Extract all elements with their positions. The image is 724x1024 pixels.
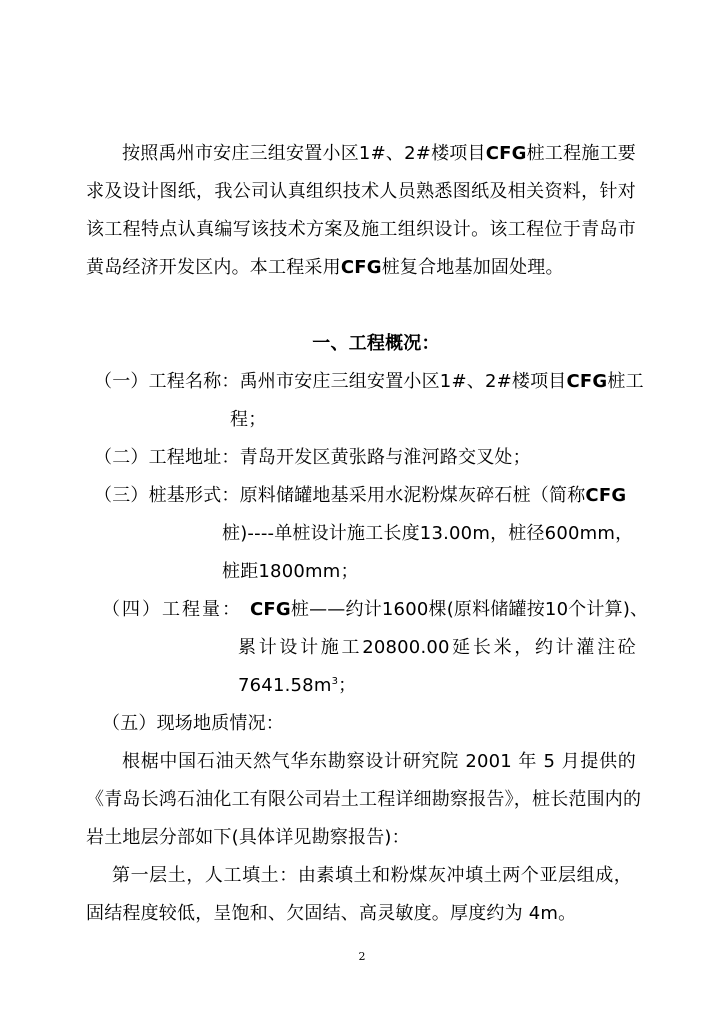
geo-line-2: 《青岛长鸿石油化工有限公司岩土工程详细勘察报告》，桩长范围内的 xyxy=(86,789,642,810)
intro-cfg-bold: CFG xyxy=(340,257,382,278)
page-number: 2 xyxy=(358,950,366,963)
item4-cfg-bold: CFG xyxy=(250,599,291,620)
item5-label: （五）现场地质情况： xyxy=(102,713,284,734)
geo-line-4: 第一层土，人工填土：由素填土和粉煤灰冲填土两个亚层组成， xyxy=(112,865,632,886)
item4-line-3 xyxy=(238,674,356,698)
intro-text: 桩工程施工要 xyxy=(526,143,636,164)
intro-line-3: 该工程特点认真编写该技术方案及施工组织设计。该工程位于青岛市 xyxy=(86,219,636,240)
item3-line-2: 桩)----单桩设计施工长度13.00m，桩径600mm， xyxy=(222,523,634,544)
intro-cfg-bold: CFG xyxy=(485,143,527,164)
item3-line-1 xyxy=(94,484,626,508)
item1-value: 禹州市安庄三组安置小区1#、2#楼项目 xyxy=(239,371,567,392)
item2-label: （二）工程地址： xyxy=(94,447,240,468)
item4-volume: 7641.58m xyxy=(238,675,332,696)
item1-line-1 xyxy=(94,370,644,394)
item4-value: 桩——约计1600棵(原料储罐按10个计算)、 xyxy=(290,599,649,620)
intro-text: 黄岛经济开发区内。本工程采用 xyxy=(86,257,341,278)
item4-line-2: 累计设计施工20800.00延长米，约计灌注砼 xyxy=(238,637,636,658)
item4-semicolon: ； xyxy=(338,675,357,696)
item2-line xyxy=(94,446,531,470)
item4-line-1 xyxy=(102,598,648,622)
item1-value-tail: 桩工 xyxy=(607,371,644,392)
item1-line-2: 程； xyxy=(230,409,267,430)
item3-label: （三）桩基形式： xyxy=(94,485,240,506)
intro-text: 按照禹州市安庄三组安置小区1#、2#楼项目 xyxy=(122,143,486,164)
item3-value: 原料储罐地基采用水泥粉煤灰碎石桩（简称 xyxy=(239,485,586,506)
item4-label: （四）工程量： xyxy=(102,599,242,620)
item4-volume-unit-sup: 3 xyxy=(331,676,339,687)
item3-line-3: 桩距1800mm； xyxy=(222,561,359,582)
item3-cfg-bold: CFG xyxy=(585,485,627,506)
item1-cfg-bold: CFG xyxy=(566,371,608,392)
section-title: 一、工程概况： xyxy=(312,333,440,354)
geo-line-3: 岩土地层分部如下(具体详见勘察报告)： xyxy=(86,827,410,848)
item2-value: 青岛开发区黄张路与淮河路交叉处； xyxy=(239,447,531,468)
geo-line-5: 固结程度较低，呈饱和、欠固结、高灵敏度。厚度约为 4m。 xyxy=(86,903,577,924)
intro-line-2: 求及设计图纸，我公司认真组织技术人员熟悉图纸及相关资料，针对 xyxy=(86,181,636,202)
geo-line-1: 根椐中国石油天然气华东勘察设计研究院 2001 年 5 月提供的 xyxy=(122,751,636,772)
intro-text: 桩复合地基加固处理。 xyxy=(381,257,564,278)
item1-label: （一）工程名称： xyxy=(94,371,240,392)
intro-line-1 xyxy=(122,142,636,166)
intro-line-4 xyxy=(86,256,564,280)
